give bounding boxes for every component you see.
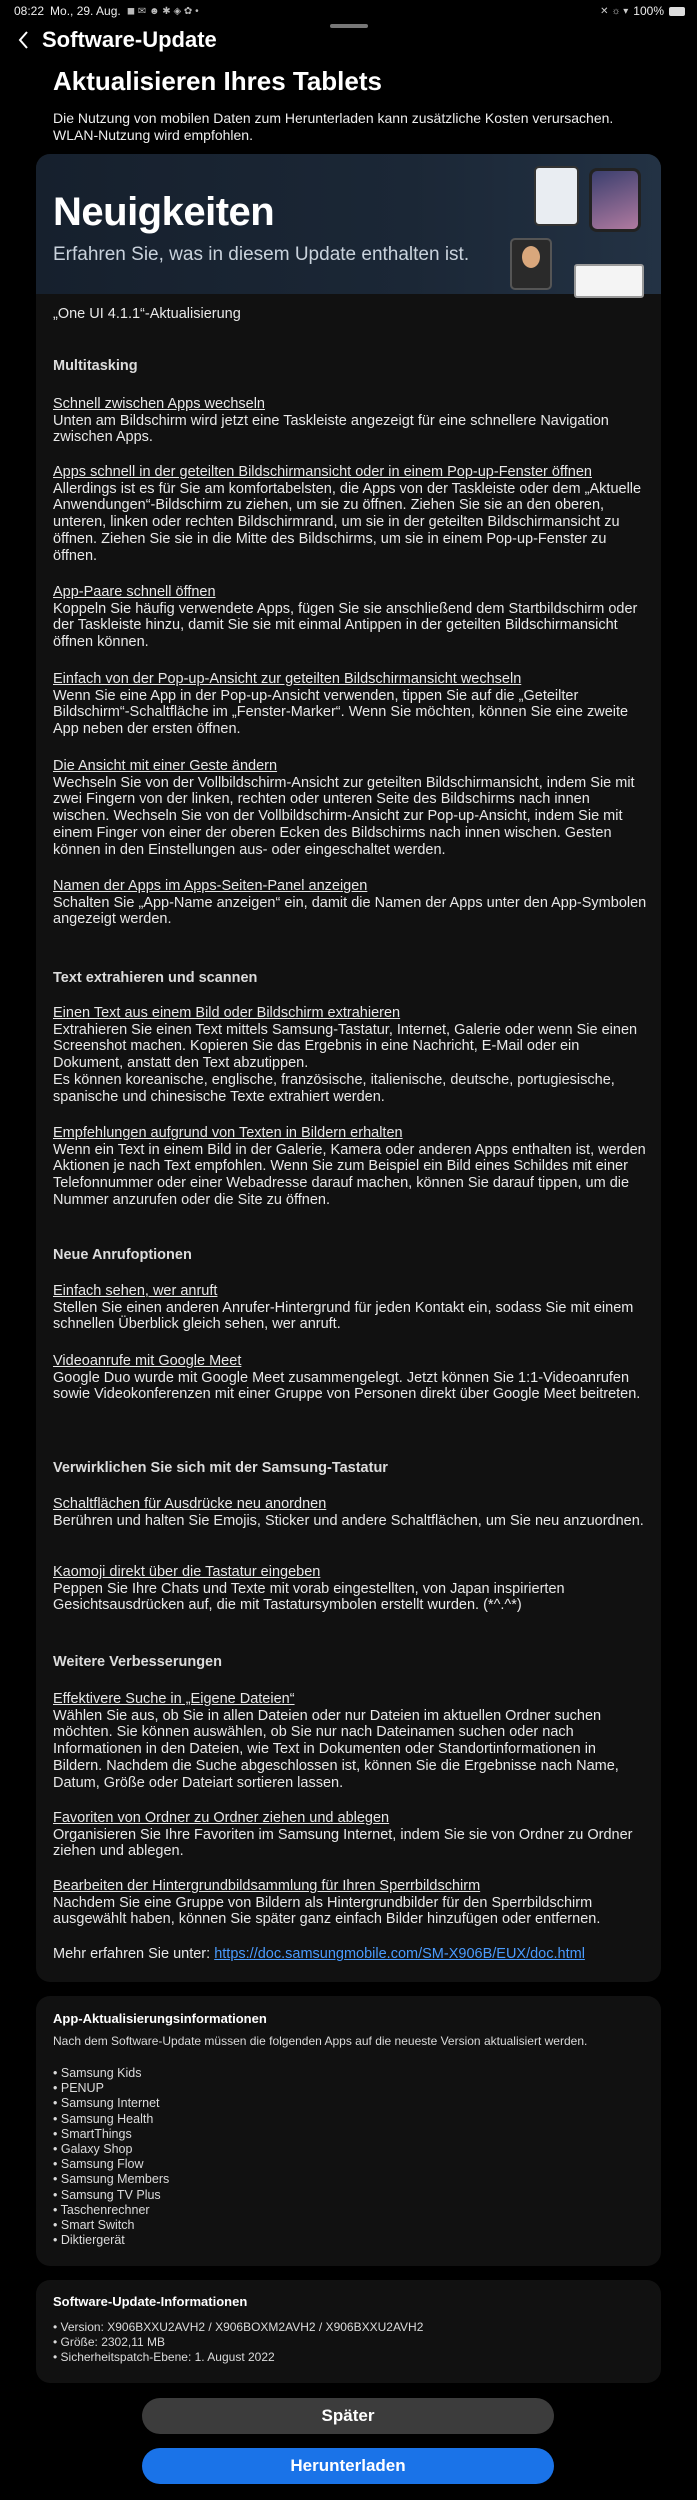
status-system-icons: ✕ ☼ ▾ — [600, 5, 629, 17]
section-heading-multitasking: Multitasking — [53, 358, 138, 374]
chevron-left-icon — [17, 30, 31, 50]
note-title: Favoriten von Ordner zu Ordner ziehen und ablegen — [53, 1810, 390, 1826]
note-title: Apps schnell in der geteilten Bildschirmansicht oder in einem Pop-up-Fenster öffnen — [53, 464, 592, 480]
section-heading-calls: Neue Anrufoptionen — [53, 1247, 192, 1263]
note-title: Schaltflächen für Ausdrücke neu anordnen — [53, 1496, 327, 1512]
app-bar — [0, 24, 697, 56]
note-item — [53, 878, 648, 928]
note-text: Wenn Sie eine App in der Pop-up-Ansicht verwenden, tippen Sie auf die „Geteilter Bildschirm“-Schaltfläche im „Fenster-Marker“. Wenn Sie möchten, können Sie eine zweite App neben der ersten öffnen. — [53, 687, 629, 738]
list-item: • Samsung Internet — [53, 2096, 169, 2111]
status-date: Mo., 29. Aug. — [50, 4, 121, 18]
note-title: App-Paare schnell öffnen — [53, 584, 216, 600]
section-heading-keyboard: Verwirklichen Sie sich mit der Samsung-Tastatur — [53, 1460, 388, 1476]
note-item — [53, 396, 648, 446]
page-title: Software-Update — [42, 27, 217, 52]
note-title: Die Ansicht mit einer Geste ändern — [53, 758, 278, 774]
note-text: Berühren und halten Sie Emojis, Sticker und andere Schaltflächen, um Sie neu anzuordnen. — [53, 1512, 644, 1529]
list-item: • Taschenrechner — [53, 2203, 169, 2218]
note-title: Schnell zwischen Apps wechseln — [53, 396, 265, 412]
note-text: Wechseln Sie von der Vollbildschirm-Ansicht zur geteilten Bildschirmansicht, indem Sie mit zwei Fingern von der linken, rechten oder unteren Seite des Bildschirms nach innen wischen. Wechseln Sie von der Vollbildschirm-Ansicht zur Pop-up-Ansicht, indem Sie mit einem Finger von einer der oberen Ecken des Bildschirms nach innen wischen. Gesten können in den Einstellungen aus- oder eingeschaltet werden. — [53, 774, 635, 858]
note-text: Wenn ein Text in einem Bild in der Galerie, Kamera oder anderen Apps enthalten ist, werden Aktionen je nach Text empfohlen. Wenn Sie zum Beispiel ein Bild eines Schildes mit einer Telefonnummer oder einer Webadresse darauf machen, können Sie darauf tippen, um die Nummer anzurufen oder die Site zu öffnen. — [53, 1141, 646, 1208]
back-button[interactable] — [10, 26, 38, 54]
app-updates-title: App-Aktualisierungsinformationen — [53, 2011, 267, 2026]
list-item: • Smart Switch — [53, 2218, 169, 2233]
release-notes-card[interactable] — [36, 154, 661, 1982]
note-item — [53, 1496, 648, 1529]
list-item: • Galaxy Shop — [53, 2142, 169, 2157]
note-text: Wählen Sie aus, ob Sie in allen Dateien oder nur Dateien im aktuellen Ordner suchen möchten. Sie können auswählen, ob Sie nur nach Dateinamen suchen oder nach Informationen in den Dateien, wie Text in Dokumenten oder Standortinformationen in Bildern. Nachdem die Suche abgeschlossen ist, können Sie die Ergebnisse nach Name, Datum, Größe oder Dateiart sortieren lassen. — [53, 1707, 619, 1791]
note-title: Einfach sehen, wer anruft — [53, 1283, 218, 1299]
note-text: Koppeln Sie häufig verwendete Apps, fügen Sie sie anschließend dem Startbildschirm oder der Taskleiste hinzu, damit Sie sie mit einmal Antippen in der geteilten Bildschirmansicht öffnen können. — [53, 600, 638, 651]
release-version: „One UI 4.1.1“-Aktualisierung — [53, 306, 241, 322]
security-patch-level: • Sicherheitspatch-Ebene: 1. August 2022 — [53, 2350, 275, 2364]
status-time: 08:22 — [14, 4, 45, 18]
list-item: • Samsung Health — [53, 2112, 169, 2127]
more-info-label: Mehr erfahren Sie unter: — [53, 1946, 215, 1962]
battery-level: 100% — [633, 4, 664, 18]
note-title: Einen Text aus einem Bild oder Bildschirm extrahieren — [53, 1005, 401, 1021]
more-info — [53, 1946, 648, 1963]
banner-subtitle: Erfahren Sie, was in diesem Update enthalten ist. — [53, 244, 470, 265]
list-item: • PENUP — [53, 2081, 169, 2096]
note-item — [53, 1564, 648, 1614]
list-item: • Samsung Members — [53, 2172, 169, 2187]
note-title: Kaomoji direkt über die Tastatur eingeben — [53, 1564, 321, 1580]
note-text: Schalten Sie „App-Name anzeigen“ ein, damit die Namen der Apps unter den App-Symbolen angezeigt werden. — [53, 894, 647, 928]
note-title: Effektivere Suche in „Eigene Dateien“ — [53, 1691, 295, 1707]
note-item — [53, 1810, 648, 1860]
note-title: Videoanrufe mit Google Meet — [53, 1353, 242, 1369]
note-text: Google Duo wurde mit Google Meet zusammengelegt. Jetzt können Sie 1:1-Videoanrufen sowie Videokonferenzen mit einer Gruppe von Personen direkt über Google Meet beitreten. — [53, 1369, 641, 1403]
note-item — [53, 1283, 648, 1333]
status-bar — [0, 0, 697, 20]
note-text: Nachdem Sie eine Gruppe von Bildern als Hintergrundbilder für den Sperrbildschirm ausgewählt haben, können Sie später ganz einfach Bilder hinzufügen oder entfernen. — [53, 1894, 601, 1928]
app-list — [53, 2066, 169, 2248]
note-item — [53, 1878, 648, 1928]
note-item — [53, 1691, 648, 1791]
note-text: Extrahieren Sie einen Text mittels Samsung-Tastatur, Internet, Galerie oder wenn Sie einen Screenshot machen. Kopieren Sie das Ergebnis in eine Nachricht, E-Mail oder ein Dokument, anstatt den Text abzutippen. Es können koreanische, englische, französische, italienische, deutsche, portugiesische, spanische und chinesische Texte extrahiert werden. — [53, 1021, 638, 1105]
notification-icons: ◼ ✉ ☻ ✱ ◈ ✿ • — [126, 5, 199, 17]
later-button[interactable]: Später — [142, 2398, 554, 2434]
note-text: Unten am Bildschirm wird jetzt eine Taskleiste angezeigt für eine schnellere Navigation zwischen Apps. — [53, 412, 609, 446]
note-item — [53, 1125, 648, 1209]
status-right — [600, 4, 685, 18]
note-text: Peppen Sie Ihre Chats und Texte mit vorab eingestellten, von Japan inspirierten Gesichtsausdrücken auf, die mit Tastatursymbolen erstellt wurden. (*^.^*) — [53, 1580, 565, 1614]
list-item: • Diktiergerät — [53, 2233, 169, 2248]
update-headline: Aktualisieren Ihres Tablets — [53, 66, 382, 96]
note-item — [53, 671, 648, 738]
software-size: • Größe: 2302,11 MB — [53, 2335, 166, 2349]
software-info-card — [36, 2280, 661, 2383]
banner-title: Neuigkeiten — [53, 190, 275, 234]
section-heading-text: Text extrahieren und scannen — [53, 970, 258, 986]
document-illustration — [574, 264, 644, 298]
phone-illustration — [589, 168, 641, 232]
note-text: Organisieren Sie Ihre Favoriten im Samsung Internet, indem Sie sie von Ordner zu Ordner ziehen und ablegen. — [53, 1826, 633, 1860]
more-info-link[interactable]: https://doc.samsungmobile.com/SM-X906B/EUX/doc.html — [214, 1946, 585, 1962]
software-info-title: Software-Update-Informationen — [53, 2294, 248, 2309]
note-title: Empfehlungen aufgrund von Texten in Bildern erhalten — [53, 1125, 403, 1141]
note-item — [53, 758, 648, 858]
whats-new-banner — [36, 154, 661, 294]
list-item: • Samsung Flow — [53, 2157, 169, 2172]
note-item — [53, 1353, 648, 1403]
list-item: • SmartThings — [53, 2127, 169, 2142]
section-heading-more: Weitere Verbesserungen — [53, 1654, 222, 1670]
note-item — [53, 1005, 648, 1105]
status-left — [14, 4, 199, 18]
battery-icon — [669, 7, 685, 16]
video-call-illustration — [510, 238, 552, 290]
note-item — [53, 584, 648, 651]
download-button[interactable]: Herunterladen — [142, 2448, 554, 2484]
software-version: • Version: X906BXXU2AVH2 / X906BOXM2AVH2 / X906BXXU2AVH2 — [53, 2320, 424, 2334]
tablet-illustration — [534, 166, 579, 226]
note-title: Bearbeiten der Hintergrundbildsammlung für Ihren Sperrbildschirm — [53, 1878, 481, 1894]
note-title: Einfach von der Pop-up-Ansicht zur geteilten Bildschirmansicht wechseln — [53, 671, 522, 687]
note-text: Allerdings ist es für Sie am komfortabelsten, die Apps von der Taskleiste oder dem „Aktuelle Anwendungen“-Bildschirm zu ziehen, um sie zu öffnen. Ziehen Sie sie an den oberen, unteren, linken oder rechten Bildschirmrand, um sie in der geteilten Bildschirmansicht zu öffnen. Ziehen Sie sie in die Mitte des Bildschirms, um sie in einem Pop-up-Fenster zu öffnen. — [53, 480, 642, 564]
list-item: • Samsung TV Plus — [53, 2188, 169, 2203]
data-usage-notice: Die Nutzung von mobilen Daten zum Herunterladen kann zusätzliche Kosten verursachen. WLAN-Nutzung wird empfohlen. — [53, 110, 614, 143]
list-item: • Samsung Kids — [53, 2066, 169, 2081]
note-item — [53, 464, 648, 564]
app-updates-text: Nach dem Software-Update müssen die folgenden Apps auf die neueste Version aktualisiert werden. — [53, 2034, 588, 2048]
app-updates-card — [36, 1996, 661, 2266]
note-title: Namen der Apps im Apps-Seiten-Panel anzeigen — [53, 878, 368, 894]
note-text: Stellen Sie einen anderen Anrufer-Hintergrund für jeden Kontakt ein, sodass Sie mit einem schnellen Überblick gleich sehen, wer anruft. — [53, 1299, 634, 1333]
